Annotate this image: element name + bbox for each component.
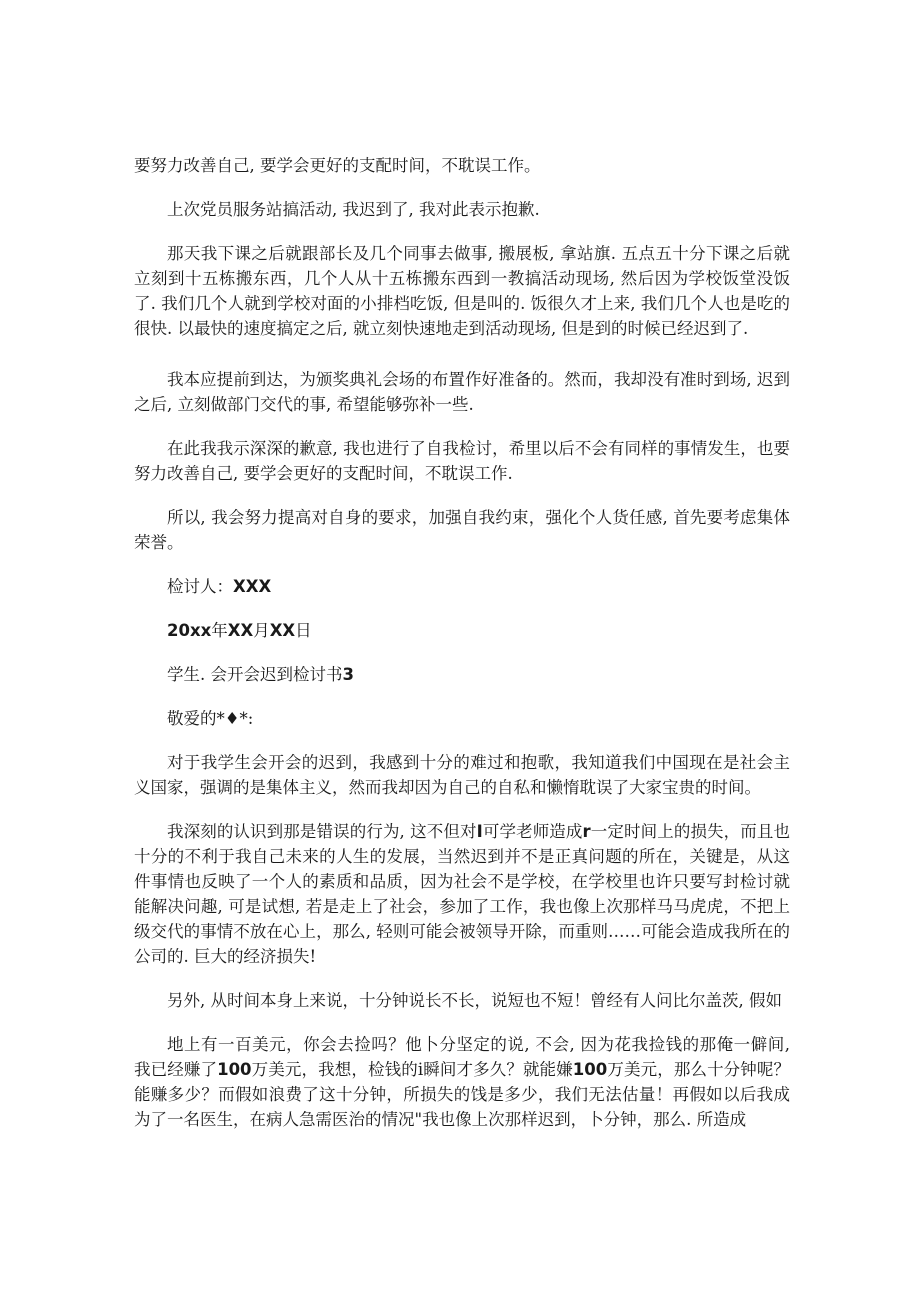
section-title-text: 学生. 会开会迟到检讨书 [167, 665, 343, 684]
signature-line [134, 574, 790, 599]
date-month-unit: 月 [253, 621, 270, 640]
date-month: XX [227, 621, 254, 640]
date-line [134, 618, 790, 643]
date-day: XX [269, 621, 296, 640]
paragraph-10-bold-100b: 100 [572, 1060, 608, 1079]
paragraph-8-bold-i: I [476, 822, 483, 841]
paragraph-6: 所以, 我会努力提高对自身的要求，加强自我约束，强化个人货任感, 首先要考虑集体荣誉。 [134, 508, 790, 552]
paragraph-10-bold-100a: 100 [217, 1060, 252, 1079]
paragraph-8-part-a: 我深刻的认识到那是错误的行为, 这不但对 [167, 822, 477, 841]
date-year: 20xx [167, 621, 212, 640]
paragraph-10 [134, 1032, 790, 1132]
section-title [134, 662, 790, 687]
date-year-unit: 年 [211, 621, 228, 640]
paragraph-4: 我本应提前到达，为颁奖典礼会场的布置作好准备的。然而，我却没有准时到场, 迟到之后, 立刻做部门交代的事, 希望能够弥补一些. [134, 370, 790, 414]
section-title-number: 3 [342, 665, 354, 684]
paragraph-10-part-d: 万美元，那么十分钟呢？能赚多少？而假如浪费了这十分钟，所损失的饯是多少，我们无法估量！再假如以后我成为了一名医生，在病人急需医治的情况"我也像上次那样迟到，卜分钟，那么. 所造成 [134, 1060, 791, 1129]
paragraph-10-part-c: 瞬间才多久？就能嫌 [423, 1060, 573, 1079]
paragraph-8 [134, 819, 790, 969]
paragraph-3: 那天我下课之后就跟部长及几个同事去做事, 搬展板, 拿站旗. 五点五十分下课之后就立刻到十五栋搬东西，几个人从十五栋搬东西到一教搞活动现场, 然后因为学校饭堂没饭了. 我们几个人就到学校对面的小排档吃饭, 但是叫的. 饭很久才上来, 我们几个人也是吃的很快. 以最快的速度搞定之后, 就立刻快速地走到活动现场, 但是到的时候已经迟到了. [134, 244, 790, 338]
paragraph-8-part-b: 可学老师造成 [482, 822, 583, 841]
paragraph-10-part-b: 万美元，我想，检钱的 [251, 1060, 418, 1079]
paragraph-8-part-c: 一定时间上的损失，而且也十分的不利于我自己未来的人生的发展，当然迟到并不是正真问题的所在，关键是，从这件事情也反映了一个人的素质和品质，因为社会不是学校，在学校里也许只要写封检讨就能解决问趣, 可是试想, 若是走上了社会，参加了工作，我也像上次那样马马虎虎，不把上级交代的事情不放在心上，那么, 轻则可能会被领导开除，而重则……可能会造成我所在的公司的. 巨大的经济损失! [134, 822, 791, 966]
salutation: 敬爱的*♦*: [167, 709, 254, 728]
paragraph-1: 要努力改善自己, 要学会更好的支配时间，不耽误工作。 [134, 156, 541, 175]
paragraph-5: 在此我我示深深的歉意, 我也进行了自我检讨，希里以后不会有同样的事情发生，也要努力改善自己, 要学会更好的支配时间，不耽误工作. [134, 439, 790, 483]
signature-name: XXX [233, 577, 272, 596]
paragraph-2: 上次党员服务站搞活动, 我迟到了, 我对此表示抱歉. [167, 200, 540, 219]
document-body [134, 153, 790, 1151]
paragraph-9: 另外, 从时间本身上来说，十分钟说长不长，说短也不短！曾经有人问比尔盖茨, 假如 [167, 991, 782, 1010]
paragraph-8-bold-r: r [582, 822, 591, 841]
signature-label: 检讨人： [167, 577, 233, 596]
paragraph-10-part-a: 地上有一百美元，你会去捡吗？他卜分坚定的说, 不会, 因为花我捡钱的那俺一僻间, 我已经赚了 [134, 1035, 790, 1079]
date-day-unit: 日 [295, 621, 312, 640]
paragraph-10-i-lower: i [417, 1060, 424, 1079]
paragraph-7: 对于我学生会开会的迟到，我感到十分的难过和抱歌，我知道我们中国现在是社会主义国家，强调的是集体主义，然而我却因为自己的自私和懒惰耽误了大家宝贵的时间。 [134, 753, 790, 797]
